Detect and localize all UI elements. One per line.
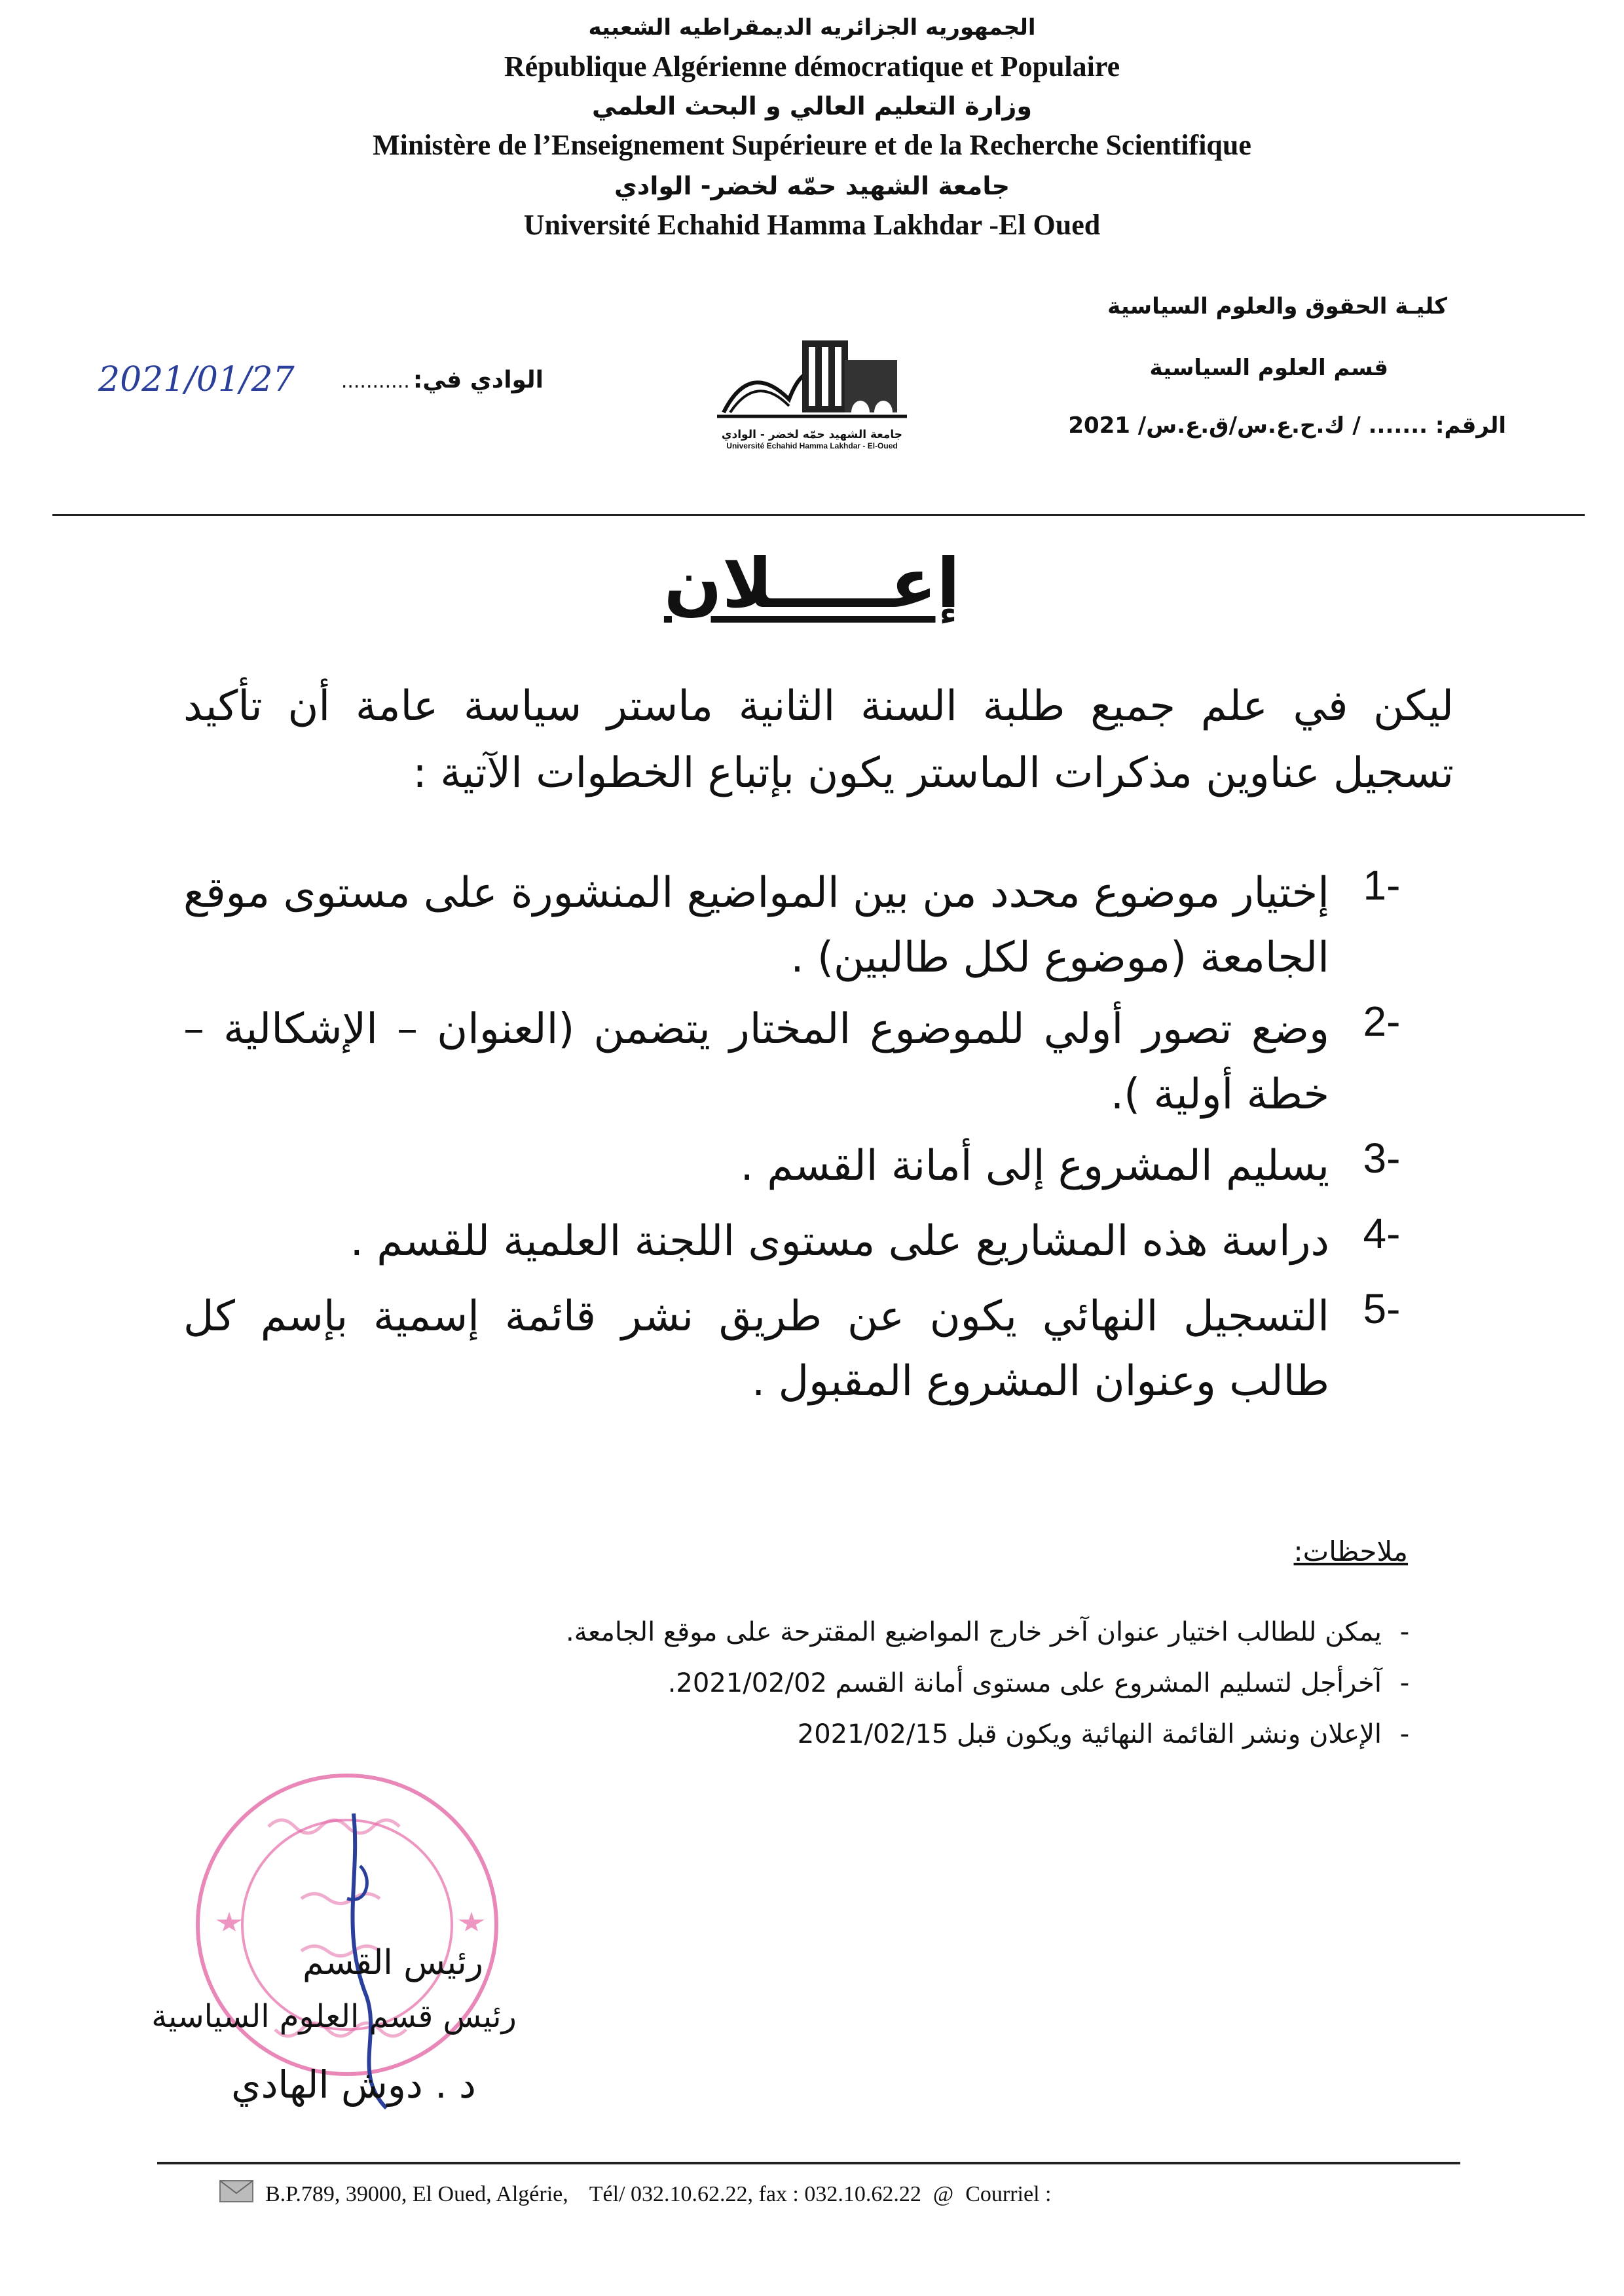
reference-label: الرقم:: [1435, 412, 1506, 439]
logo-caption-fr: Université Echahid Hamma Lakhdar - El-Oued: [726, 441, 898, 450]
university-fr: Université Echahid Hamma Lakhdar -El Oued: [523, 209, 1101, 241]
reference-value: ....... / ك.ح.ع.س/ق.ع.س/ 2021: [1068, 412, 1428, 439]
note-text: يمكن للطالب اختيار عنوان آخر خارج المواضيع المقترحة على موقع الجامعة.: [565, 1617, 1382, 1647]
note-text: آخرأجل لتسليم المشروع على مستوى أمانة القسم 2021/02/02.: [667, 1668, 1382, 1698]
step-item: [183, 1134, 1434, 1199]
republic-ar: الجمهوريه الجزائريه الديمقراطيه الشعبيه: [588, 14, 1036, 41]
step-number: 5-: [1363, 1285, 1401, 1333]
handwritten-date: 2021/01/27: [98, 360, 295, 399]
header-divider: [52, 514, 1585, 516]
step-number: 3-: [1363, 1134, 1401, 1182]
step-text: دراسة هذه المشاريع على مستوى اللجنة العلمية للقسم .: [350, 1216, 1329, 1266]
note-bullet: -: [1399, 1617, 1410, 1647]
signature-title: رئيس القسم: [303, 1943, 483, 1982]
notes-list: [262, 1617, 1428, 1749]
ministry-fr: Ministère de l’Enseignement Supérieure et de la Recherche Scientifique: [373, 129, 1251, 161]
at-sign-icon: @: [932, 2181, 954, 2206]
note-item: [262, 1719, 1428, 1749]
ministry-ar: وزارة التعليم العالي و البحث العلمي: [592, 92, 1032, 120]
note-bullet: -: [1399, 1719, 1410, 1749]
step-text: يسليم المشروع إلى أمانة القسم .: [740, 1141, 1329, 1190]
envelope-icon: [219, 2180, 253, 2208]
logo-graphic: [710, 321, 913, 426]
date-dots: ...........: [341, 370, 410, 393]
university-ar: جامعة الشهيد حمّه لخضر- الوادي: [614, 172, 1010, 200]
note-text: الإعلان ونشر القائمة النهائية ويكون قبل 2021/02/15: [797, 1719, 1382, 1749]
note-bullet: -: [1399, 1668, 1410, 1698]
announcement-title-wrap: [0, 543, 1624, 623]
reference-line: [1068, 412, 1506, 439]
footer-address: B.P.789, 39000, El Oued, Algérie,: [265, 2181, 568, 2206]
department-name: قسم العلوم السياسية: [1149, 355, 1388, 381]
place-label: الوادي في:: [413, 367, 544, 393]
step-text: التسجيل النهائي يكون عن طريق نشر قائمة إسمية بإسم كل طالب وعنوان المشروع المقبول .: [183, 1292, 1329, 1406]
step-item: [183, 1285, 1434, 1414]
announcement-title: إعـــــلان: [663, 543, 961, 623]
footer-divider: [157, 2162, 1460, 2164]
step-number: 4-: [1363, 1209, 1401, 1257]
footer-contact: [219, 2180, 1051, 2208]
step-item: [183, 997, 1434, 1127]
signatory-name: د . دوش الهادي: [231, 2062, 476, 2107]
university-logo: [710, 321, 913, 458]
footer-email-label: Courriel :: [965, 2181, 1052, 2206]
notes-heading: ملاحظات:: [1293, 1535, 1408, 1567]
intro-paragraph: ليكن في علم جميع طلبة السنة الثانية ماستر سياسة عامة أن تأكيد تسجيل عناوين مذكرات الماستر يكون بإتباع الخطوات الآتية :: [183, 682, 1454, 798]
logo-caption-ar: جامعة الشهيد حمّه لخضر - الوادي: [721, 428, 903, 441]
step-item: [183, 1209, 1434, 1274]
signature-department: رئيس قسم العلوم السياسية: [151, 1998, 517, 2035]
step-text: إختيار موضوع محدد من بين المواضيع المنشورة على مستوى موقع الجامعة (موضوع لكل طالبين) .: [183, 869, 1329, 983]
faculty-name: كليـة الحقوق والعلوم السياسية: [1107, 293, 1447, 319]
step-item: [183, 861, 1434, 991]
note-item: [262, 1617, 1428, 1647]
step-number: 2-: [1363, 998, 1401, 1046]
steps-list: [183, 861, 1434, 1415]
footer-phone: Tél/ 032.10.62.22, fax : 032.10.62.22: [589, 2181, 921, 2206]
step-text: وضع تصور أولي للموضوع المختار يتضمن (العنوان – الإشكالية – خطة أولية ).: [183, 1005, 1329, 1119]
note-item: [262, 1668, 1428, 1698]
step-number: 1-: [1363, 862, 1401, 909]
republic-fr: République Algérienne démocratique et Populaire: [504, 50, 1120, 82]
